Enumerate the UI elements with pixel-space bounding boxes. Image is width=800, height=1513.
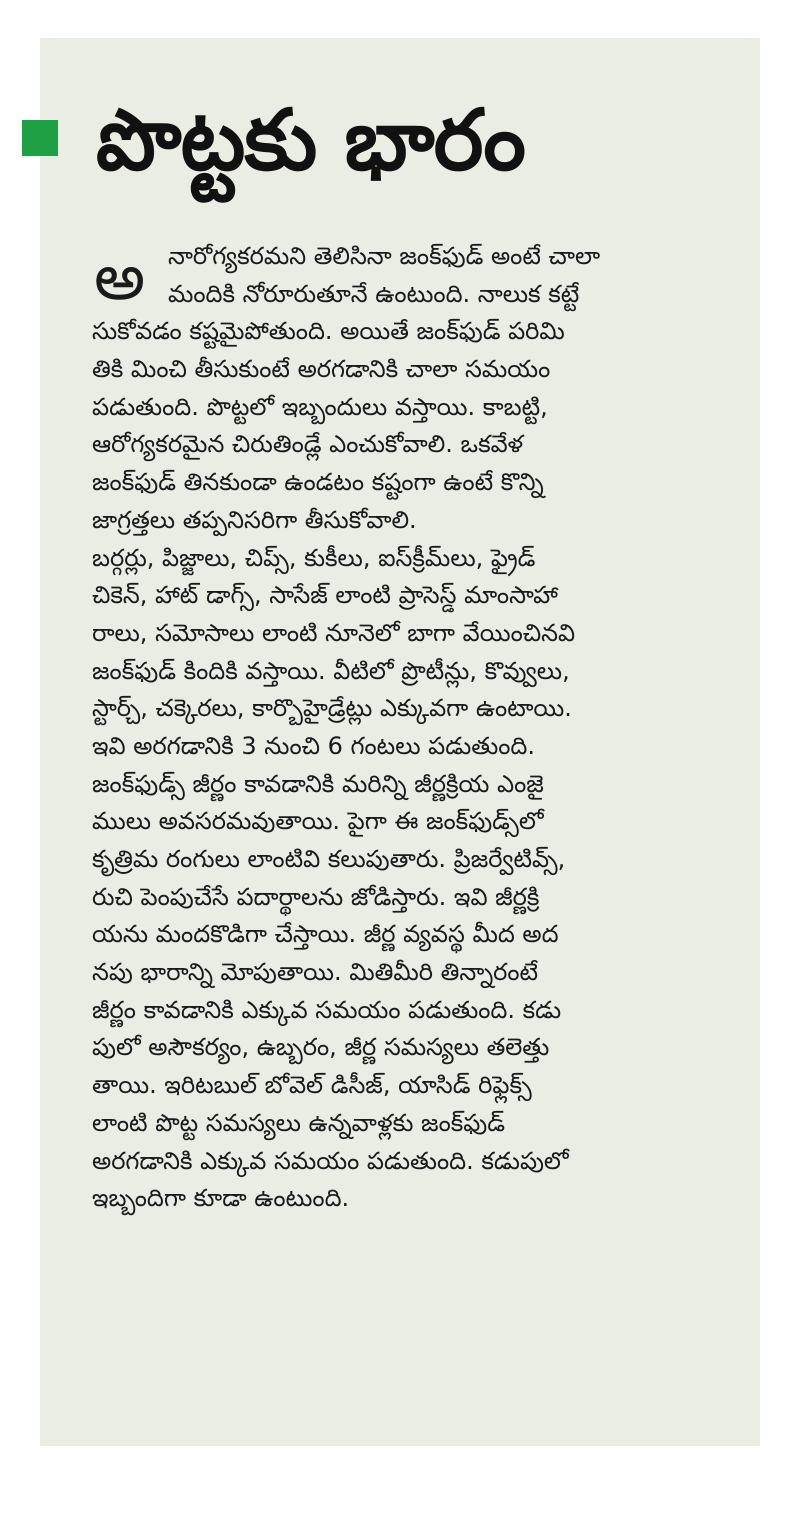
body-line: బర్గర్లు, పిజ్జాలు, చిప్స్‌, కుకీలు, ఐస్‌క్రీమ్‌లు, ఫ్రైడ్‌: [92, 543, 536, 572]
body-line: స్టార్చ్‌, చక్కెరలు, కార్బొహైడ్రేట్లు ఎక్కువగా ఉంటాయి.: [92, 694, 572, 723]
body-line: జంక్‌ఫుడ్‌ తినకుండా ఉండటం కష్టంగా ఉంటే కొన్ని: [92, 468, 544, 497]
body-line: జాగ్రత్తలు తప్పనిసరిగా తీసుకోవాలి.: [92, 505, 417, 534]
body-line: ఇబ్బందిగా కూడా ఉంటుంది.: [92, 1184, 350, 1213]
body-line: పులో అసౌకర్యం, ఉబ్బరం, జీర్ణ సమస్యలు తలెత్తు: [92, 1033, 550, 1062]
body-line: లాంటి పొట్ట సమస్యలు ఉన్నవాళ్లకు జంక్‌ఫుడ్‌: [92, 1108, 505, 1137]
article-headline: పొట్టకు భారం: [96, 91, 525, 189]
body-line: పడుతుంది. పొట్టలో ఇబ్బందులు వస్తాయి. కాబట్టి,: [92, 392, 548, 421]
body-line: జంక్‌ఫుడ్స్‌ జీర్ణం కావడానికి మరిన్ని జీర్ణక్రియ ఎంజై: [92, 769, 544, 798]
body-line: నపు భారాన్ని మోపుతాయి. మితిమీరి తిన్నారంటే: [92, 958, 539, 987]
article-body: [92, 238, 702, 1218]
body-line: కృత్రిమ రంగులు లాంటివి కలుపుతారు. ప్రిజర్వేటివ్స్‌,: [92, 845, 566, 874]
body-line: జంక్‌ఫుడ్‌ కిందికి వస్తాయి. వీటిలో ప్రొటీన్లు, కొవ్వులు,: [92, 656, 570, 685]
body-line: మందికి నోరూరుతూనే ఉంటుంది. నాలుక కట్టే: [168, 279, 580, 308]
body-line: ఆరోగ్యకరమైన చిరుతిండ్లే ఎంచుకోవాలి. ఒకవేళ: [92, 430, 524, 459]
body-line: నారోగ్యకరమని తెలిసినా జంక్‌ఫుడ్‌ అంటే చాలా: [168, 242, 601, 270]
body-line: తికి మించి తీసుకుంటే అరగడానికి చాలా సమయం: [92, 355, 551, 384]
body-line: రుచి పెంపుచేసే పదార్థాలను జోడిస్తారు. ఇవి జీర్ణక్రి: [92, 882, 540, 911]
green-square-bullet: [22, 120, 58, 156]
body-line: తాయి. ఇరిటబుల్‌ బోవెల్‌ డిసీజ్‌, యాసిడ్‌ రిఫ్లెక్స్‌: [92, 1071, 532, 1100]
body-line: ములు అవసరమవుతాయి. పైగా ఈ జంక్‌ఫుడ్స్‌లో: [92, 807, 544, 836]
body-line: చికెన్‌, హాట్‌ డాగ్స్‌, సాసేజ్‌ లాంటి ప్రాసెస్డ్‌ మాంసాహా: [92, 581, 558, 610]
body-line: ఇవి అరగడానికి 3 నుంచి 6 గంటలు పడుతుంది.: [92, 731, 536, 760]
body-line: అరగడానికి ఎక్కువ సమయం పడుతుంది. కడుపులో: [92, 1146, 569, 1175]
body-line: సుకోవడం కష్టమైపోతుంది. అయితే జంక్‌ఫుడ్‌ పరిమి: [92, 317, 565, 346]
body-line: రాలు, సమోసాలు లాంటి నూనెలో బాగా వేయించినవి: [92, 618, 576, 647]
body-line: యను మందకొడిగా చేస్తాయి. జీర్ణ వ్యవస్థ మీద అద: [92, 920, 559, 949]
opening-paragraph: [92, 238, 702, 313]
body-line: జీర్ణం కావడానికి ఎక్కువ సమయం పడుతుంది. కడు: [92, 995, 562, 1024]
drop-cap: అ: [94, 241, 146, 315]
